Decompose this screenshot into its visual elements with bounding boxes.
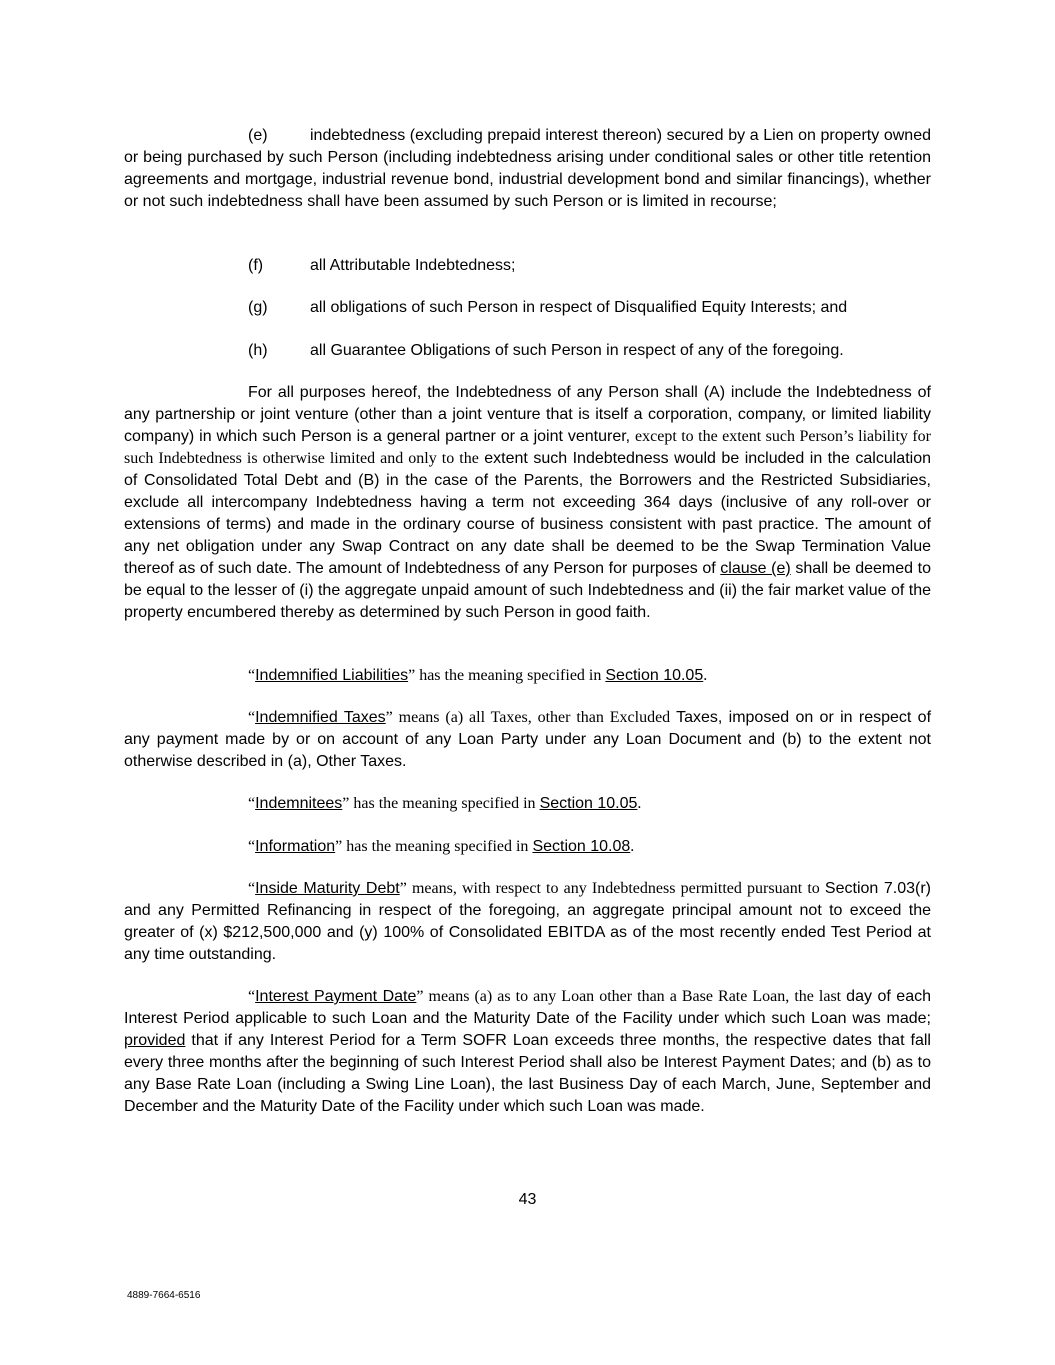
clause-h-label: (h) bbox=[248, 342, 268, 359]
clause-g-text: all obligations of such Person in respect of Disqualified Equity Interests; and bbox=[310, 299, 848, 316]
open-quote: “ bbox=[248, 795, 256, 812]
open-quote: “ bbox=[248, 880, 256, 897]
close-quote: ” bbox=[335, 838, 343, 855]
clause-e-label: (e) bbox=[248, 127, 268, 144]
clause-e-text: indebtedness (excluding prepaid interest thereon) secured by a Lien on property owned or being purchased by such Person (including indebtedness arising under conditional sales or other title retention agreements and mortgage, industrial revenue bond, industrial development bond and similar financings), whether or not such indebtedness shall have been assumed by such Person or is limited in recourse; bbox=[124, 127, 931, 210]
clause-h bbox=[248, 340, 844, 362]
definition-text-serif: means (a) as to any Loan other than a Base Rate Loan, the last bbox=[423, 988, 847, 1005]
close-quote: ” bbox=[408, 667, 416, 684]
defined-term: Indemnified Taxes bbox=[255, 709, 386, 726]
definition-text-2: that if any Interest Period for a Term SOFR Loan exceeds three months, the respective dates that fall every three months after the beginning of such Interest Period shall also be Interest Payment Dates; and (b) as to any Base Rate Loan (including a Swing Line Loan), the last Business Day of each March, June, September and December and the Maturity Date of the Facility under which such Loan was made. bbox=[124, 1032, 931, 1115]
clause-g-label: (g) bbox=[248, 299, 268, 316]
purposes-paragraph bbox=[124, 382, 931, 624]
close-quote: ” bbox=[399, 880, 407, 897]
defined-term: Indemnified Liabilities bbox=[255, 667, 409, 684]
period: . bbox=[703, 667, 708, 684]
provided-term: provided bbox=[124, 1032, 186, 1049]
clause-e-paragraph bbox=[124, 125, 931, 213]
definition-inside-maturity-debt bbox=[124, 878, 931, 966]
period: . bbox=[630, 838, 635, 855]
open-quote: “ bbox=[248, 838, 256, 855]
open-quote: “ bbox=[248, 709, 256, 726]
close-quote: ” bbox=[342, 795, 350, 812]
section-reference[interactable]: Section 10.05 bbox=[539, 795, 638, 812]
close-quote: ” bbox=[385, 709, 393, 726]
period: . bbox=[637, 795, 642, 812]
document-id: 4889-7664-6516 bbox=[127, 1290, 201, 1301]
definition-indemnified-taxes bbox=[124, 707, 931, 773]
clause-f bbox=[248, 255, 515, 277]
defined-term: Information bbox=[255, 838, 336, 855]
page-number: 43 bbox=[518, 1191, 537, 1208]
open-quote: “ bbox=[248, 988, 256, 1005]
defined-term: Interest Payment Date bbox=[255, 988, 417, 1005]
clause-f-label: (f) bbox=[248, 257, 264, 274]
definition-interest-payment-date bbox=[124, 986, 931, 1118]
definition-text: has the meaning specified in bbox=[349, 795, 540, 812]
clause-g bbox=[248, 297, 847, 319]
open-quote: “ bbox=[248, 667, 256, 684]
definition-information bbox=[124, 836, 931, 858]
definition-indemnitees bbox=[124, 793, 931, 815]
purposes-part2: except to the extent such Person’s liability for such Indebtedness is otherwise limited and only to the bbox=[124, 428, 932, 467]
defined-term: Inside Maturity Debt bbox=[255, 880, 400, 897]
definition-text-serif: means, with respect to any Indebtedness permitted pursuant to bbox=[406, 880, 825, 897]
close-quote: ” bbox=[416, 988, 424, 1005]
clause-f-text: all Attributable Indebtedness; bbox=[310, 257, 516, 274]
purposes-part3: extent such Indebtedness would be included in the calculation of Consolidated Total Debt and (B) in the case of the Parents, the Borrowers and the Restricted Subsidiaries, exclude all intercompany Indebtedness having a term not exceeding 364 days (inclusive of any roll-over or extensions of terms) and made in the ordinary course of business consistent with past practice. The amount of any net obligation under any Swap Contract on any date shall be deemed to be the Swap Termination Value thereof as of such date. The amount of Indebtedness of any Person for purposes of bbox=[124, 450, 931, 577]
clause-e-reference[interactable]: clause (e) bbox=[720, 560, 791, 577]
definition-text: has the meaning specified in bbox=[342, 838, 533, 855]
definition-indemnified-liabilities bbox=[124, 665, 931, 687]
defined-term: Indemnitees bbox=[255, 795, 343, 812]
definition-text: has the meaning specified in bbox=[415, 667, 606, 684]
purposes-part1: For all purposes hereof, the Indebtedness of any Person shall (A) include the Indebtedness of any partnership or joint venture (other than a joint venture that is itself a corporation, company, or limited liability company) in which such Person is a general partner or a joint venturer, bbox=[124, 384, 931, 445]
section-reference[interactable]: Section 10.08 bbox=[532, 838, 631, 855]
definition-text: Section 7.03(r) and any Permitted Refinancing in respect of the foregoing, an aggregate principal amount not to exceed the greater of (x) $212,500,000 and (y) 100% of Consolidated EBITDA as of the most recently ended Test Period at any time outstanding. bbox=[124, 880, 932, 963]
section-reference[interactable]: Section 10.05 bbox=[605, 667, 704, 684]
purposes-part4: shall be deemed to be equal to the lesser of (i) the aggregate unpaid amount of such Indebtedness and (ii) the fair market value of the property encumbered thereby as determined by such Person in good faith. bbox=[124, 560, 931, 621]
clause-h-text: all Guarantee Obligations of such Person in respect of any of the foregoing. bbox=[310, 342, 844, 359]
definition-text-1: day of each Interest Period applicable to such Loan and the Maturity Date of the Facility under which such Loan was made; bbox=[124, 988, 931, 1027]
definition-text-serif: means (a) all Taxes, other than Excluded bbox=[392, 709, 677, 726]
definition-text: Taxes, imposed on or in respect of any payment made by or on account of any Loan Party under any Loan Document and (b) to the extent not otherwise described in (a), Other Taxes. bbox=[124, 709, 932, 770]
